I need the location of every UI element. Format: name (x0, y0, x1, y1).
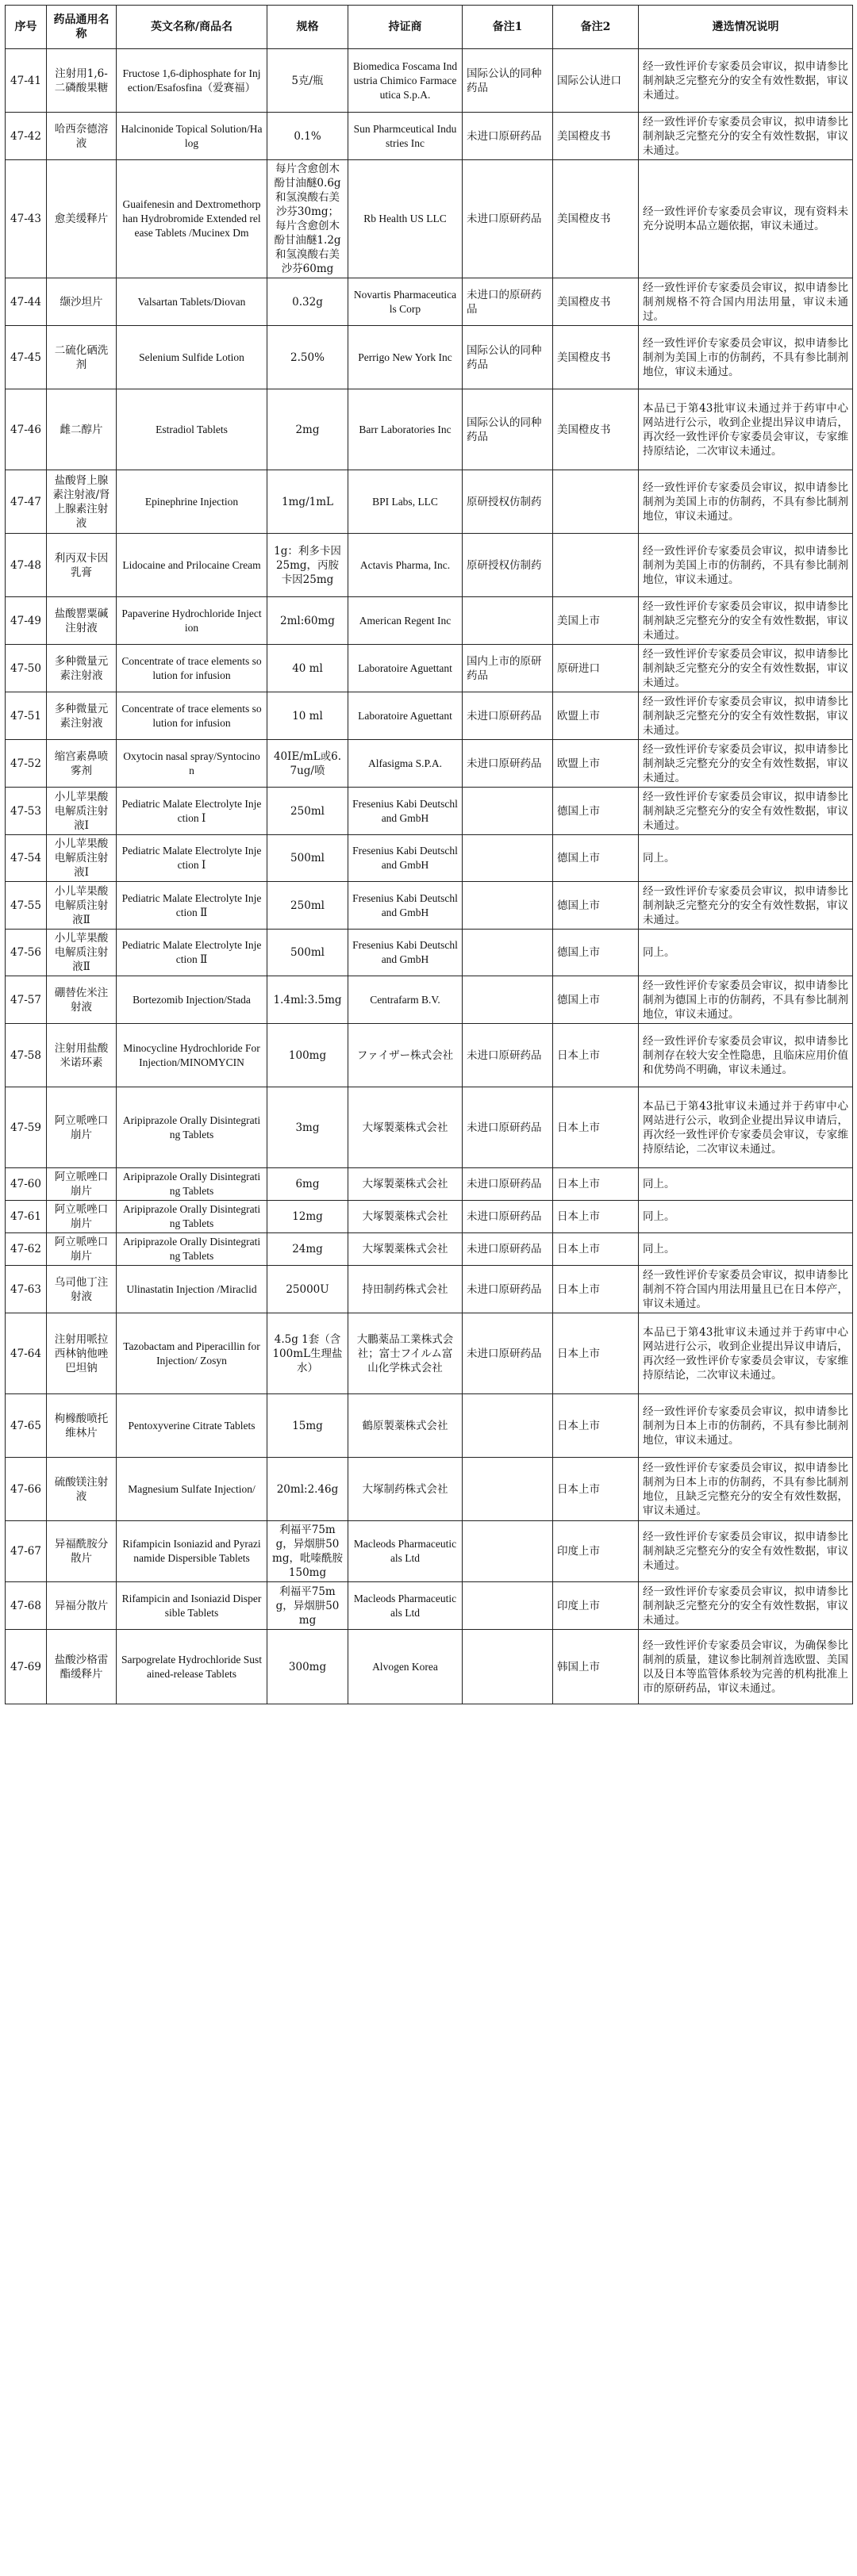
header-cn-name: 药品通用名称 (47, 6, 117, 49)
cell-remark1: 国际公认的同种药品 (463, 326, 553, 389)
cell-remark2: 日本上市 (553, 1168, 639, 1201)
cell-holder: Barr Laboratories Inc (348, 389, 463, 470)
cell-no: 47-55 (6, 882, 47, 930)
cell-remark2: 日本上市 (553, 1201, 639, 1233)
cell-result: 经一致性评价专家委员会审议，拟申请参比制剂为美国上市的仿制药，不具有参比制剂地位，审议未通过。 (639, 326, 853, 389)
cell-remark1: 未进口原研药品 (463, 160, 553, 278)
cell-remark2: 美国橙皮书 (553, 278, 639, 326)
cell-no: 47-45 (6, 326, 47, 389)
cell-cn-name: 硼替佐米注射液 (47, 976, 117, 1024)
cell-cn-name: 注射用哌拉西林钠他唑巴坦钠 (47, 1313, 117, 1394)
selection-results-table (5, 5, 853, 1704)
cell-remark1: 未进口原研药品 (463, 1087, 553, 1168)
cell-remark2: 日本上市 (553, 1087, 639, 1168)
cell-spec: 300mg (267, 1630, 348, 1704)
cell-result: 经一致性评价专家委员会审议，拟申请参比制剂缺乏完整充分的安全有效性数据，审议未通过。 (639, 645, 853, 692)
cell-no: 47-52 (6, 740, 47, 788)
cell-en-name: Pediatric Malate Electrolyte Injection Ⅰ (117, 788, 267, 835)
cell-spec: 1g：利多卡因25mg，丙胺卡因25mg (267, 534, 348, 597)
cell-remark1: 未进口的原研药品 (463, 278, 553, 326)
cell-en-name: Ulinastatin Injection /Miraclid (117, 1266, 267, 1313)
cell-cn-name: 哈西奈德溶液 (47, 113, 117, 160)
cell-remark2: 日本上市 (553, 1313, 639, 1394)
cell-spec: 4.5g 1套（含100mL生理盐水） (267, 1313, 348, 1394)
cell-remark2: 德国上市 (553, 976, 639, 1024)
cell-result: 本品已于第43批审议未通过并于药审中心网站进行公示，收到企业提出异议申请后，再次经一致性评价专家委员会审议，专家维持原结论，二次审议未通过。 (639, 1313, 853, 1394)
cell-no: 47-69 (6, 1630, 47, 1704)
header-remark2: 备注2 (553, 6, 639, 49)
cell-holder: Alfasigma S.P.A. (348, 740, 463, 788)
cell-holder: Fresenius Kabi Deutschland GmbH (348, 788, 463, 835)
cell-cn-name: 阿立哌唑口崩片 (47, 1087, 117, 1168)
cell-cn-name: 缩宫素鼻喷雾剂 (47, 740, 117, 788)
cell-result: 经一致性评价专家委员会审议，拟申请参比制剂为美国上市的仿制药，不具有参比制剂地位，审议未通过。 (639, 534, 853, 597)
cell-en-name: Guaifenesin and Dextromethorphan Hydrobromide Extended release Tablets /Mucinex Dm (117, 160, 267, 278)
cell-remark1 (463, 930, 553, 976)
cell-no: 47-50 (6, 645, 47, 692)
cell-cn-name: 乌司他丁注射液 (47, 1266, 117, 1313)
cell-result: 同上。 (639, 1201, 853, 1233)
cell-result: 同上。 (639, 1168, 853, 1201)
cell-spec: 250ml (267, 788, 348, 835)
cell-result: 经一致性评价专家委员会审议，拟申请参比制剂不符合国内用法用量且已在日本停产，审议未通过。 (639, 1266, 853, 1313)
cell-result: 经一致性评价专家委员会审议，拟申请参比制剂缺乏完整充分的安全有效性数据，审议未通过。 (639, 692, 853, 740)
header-row (6, 6, 853, 49)
cell-result: 本品已于第43批审议未通过并于药审中心网站进行公示，收到企业提出异议申请后，再次经一致性评价专家委员会审议，专家维持原结论，二次审议未通过。 (639, 389, 853, 470)
table-row (6, 1630, 853, 1704)
table-row (6, 49, 853, 113)
cell-result: 经一致性评价专家委员会审议，为确保参比制剂的质量，建议参比制剂首选欧盟、美国以及日本等监管体系较为完善的机构批准上市的原研药品，审议未通过。 (639, 1630, 853, 1704)
header-holder: 持证商 (348, 6, 463, 49)
cell-en-name: Pentoxyverine Citrate Tablets (117, 1394, 267, 1458)
cell-spec: 40IE/mL或6.7ug/喷 (267, 740, 348, 788)
cell-cn-name: 小儿苹果酸电解质注射液Ⅰ (47, 788, 117, 835)
cell-holder: Fresenius Kabi Deutschland GmbH (348, 930, 463, 976)
cell-cn-name: 愈美缓释片 (47, 160, 117, 278)
cell-holder: Rb Health US LLC (348, 160, 463, 278)
cell-remark2 (553, 470, 639, 534)
cell-remark2: 原研进口 (553, 645, 639, 692)
cell-spec: 每片含愈创木酚甘油醚0.6g和氢溴酸右美沙芬30mg；每片含愈创木酚甘油醚1.2g和氢溴酸右美沙芬60mg (267, 160, 348, 278)
cell-result: 经一致性评价专家委员会审议，现有资料未充分说明本品立题依据，审议未通过。 (639, 160, 853, 278)
cell-no: 47-49 (6, 597, 47, 645)
cell-spec: 2mg (267, 389, 348, 470)
cell-remark2: 日本上市 (553, 1233, 639, 1266)
cell-result: 经一致性评价专家委员会审议，拟申请参比制剂为德国上市的仿制药，不具有参比制剂地位，审议未通过。 (639, 976, 853, 1024)
cell-spec: 利福平75mg，异烟肼50mg (267, 1582, 348, 1630)
cell-remark1 (463, 1394, 553, 1458)
cell-result: 经一致性评价专家委员会审议，拟申请参比制剂为日本上市的仿制药，不具有参比制剂地位，且缺乏完整充分的安全有效性数据，审议未通过。 (639, 1458, 853, 1521)
cell-cn-name: 雌二醇片 (47, 389, 117, 470)
cell-spec: 40 ml (267, 645, 348, 692)
cell-remark2: 日本上市 (553, 1024, 639, 1087)
cell-spec: 12mg (267, 1201, 348, 1233)
cell-holder: Fresenius Kabi Deutschland GmbH (348, 835, 463, 882)
cell-remark1: 未进口原研药品 (463, 1168, 553, 1201)
cell-remark2: 德国上市 (553, 835, 639, 882)
table-row (6, 278, 853, 326)
cell-spec: 6mg (267, 1168, 348, 1201)
header-remark1: 备注1 (463, 6, 553, 49)
cell-en-name: Epinephrine Injection (117, 470, 267, 534)
cell-remark2: 日本上市 (553, 1266, 639, 1313)
cell-spec: 1.4ml:3.5mg (267, 976, 348, 1024)
cell-remark1: 未进口原研药品 (463, 1024, 553, 1087)
cell-spec: 10 ml (267, 692, 348, 740)
cell-cn-name: 小儿苹果酸电解质注射液Ⅱ (47, 882, 117, 930)
cell-en-name: Fructose 1,6-diphosphate for Injection/Esafosfina（爱赛福） (117, 49, 267, 113)
table-body (6, 49, 853, 1704)
cell-cn-name: 利丙双卡因乳膏 (47, 534, 117, 597)
cell-cn-name: 缬沙坦片 (47, 278, 117, 326)
cell-holder: Laboratoire Aguettant (348, 692, 463, 740)
cell-remark2: 欧盟上市 (553, 692, 639, 740)
cell-en-name: Rifampicin and Isoniazid Dispersible Tablets (117, 1582, 267, 1630)
header-en-name: 英文名称/商品名 (117, 6, 267, 49)
cell-remark2 (553, 534, 639, 597)
cell-en-name: Pediatric Malate Electrolyte Injection Ⅱ (117, 882, 267, 930)
table-row (6, 1266, 853, 1313)
cell-holder: Fresenius Kabi Deutschland GmbH (348, 882, 463, 930)
table-row (6, 470, 853, 534)
cell-remark2: 德国上市 (553, 930, 639, 976)
cell-en-name: Valsartan Tablets/Diovan (117, 278, 267, 326)
cell-en-name: Magnesium Sulfate Injection/ (117, 1458, 267, 1521)
cell-remark1 (463, 1521, 553, 1582)
cell-no: 47-68 (6, 1582, 47, 1630)
table-row (6, 882, 853, 930)
cell-remark1: 未进口原研药品 (463, 1233, 553, 1266)
cell-cn-name: 硫酸镁注射液 (47, 1458, 117, 1521)
cell-remark1: 未进口原研药品 (463, 1313, 553, 1394)
cell-holder: Centrafarm B.V. (348, 976, 463, 1024)
cell-remark1 (463, 597, 553, 645)
cell-result: 经一致性评价专家委员会审议，拟申请参比制剂缺乏完整充分的安全有效性数据，审议未通过。 (639, 1582, 853, 1630)
cell-spec: 2ml:60mg (267, 597, 348, 645)
cell-remark1 (463, 976, 553, 1024)
cell-holder: 大鵬薬品工業株式会社；富士フイルム富山化学株式会社 (348, 1313, 463, 1394)
cell-result: 经一致性评价专家委员会审议，拟申请参比制剂为美国上市的仿制药，不具有参比制剂地位，审议未通过。 (639, 470, 853, 534)
cell-spec: 0.32g (267, 278, 348, 326)
cell-remark1 (463, 1458, 553, 1521)
cell-result: 同上。 (639, 835, 853, 882)
cell-holder: Perrigo New York Inc (348, 326, 463, 389)
table-header (6, 6, 853, 49)
table-row (6, 1394, 853, 1458)
cell-remark1 (463, 1582, 553, 1630)
cell-result: 经一致性评价专家委员会审议，拟申请参比制剂缺乏完整充分的安全有效性数据，审议未通过。 (639, 788, 853, 835)
cell-en-name: Halcinonide Topical Solution/Halog (117, 113, 267, 160)
cell-spec: 5克/瓶 (267, 49, 348, 113)
cell-cn-name: 多种微量元素注射液 (47, 645, 117, 692)
cell-cn-name: 注射用盐酸米诺环素 (47, 1024, 117, 1087)
cell-en-name: Concentrate of trace elements solution for infusion (117, 692, 267, 740)
cell-no: 47-46 (6, 389, 47, 470)
cell-no: 47-65 (6, 1394, 47, 1458)
table-row (6, 113, 853, 160)
cell-no: 47-54 (6, 835, 47, 882)
table-row (6, 1582, 853, 1630)
cell-cn-name: 枸橼酸喷托维林片 (47, 1394, 117, 1458)
table-row (6, 645, 853, 692)
cell-holder: 大塚制药株式会社 (348, 1458, 463, 1521)
table-row (6, 740, 853, 788)
cell-no: 47-62 (6, 1233, 47, 1266)
cell-holder: 鶴原製薬株式会社 (348, 1394, 463, 1458)
cell-remark1: 未进口原研药品 (463, 1266, 553, 1313)
table-row (6, 389, 853, 470)
cell-holder: Biomedica Foscama Industria Chimico Farmaceutica S.p.A. (348, 49, 463, 113)
cell-remark1: 未进口原研药品 (463, 692, 553, 740)
cell-result: 经一致性评价专家委员会审议，拟申请参比制剂为日本上市的仿制药，不具有参比制剂地位，审议未通过。 (639, 1394, 853, 1458)
cell-holder: BPI Labs, LLC (348, 470, 463, 534)
cell-remark2: 美国上市 (553, 597, 639, 645)
cell-cn-name: 阿立哌唑口崩片 (47, 1201, 117, 1233)
cell-no: 47-42 (6, 113, 47, 160)
cell-cn-name: 盐酸肾上腺素注射液/肾上腺素注射液 (47, 470, 117, 534)
cell-spec: 3mg (267, 1087, 348, 1168)
cell-remark2: 国际公认进口 (553, 49, 639, 113)
cell-cn-name: 阿立哌唑口崩片 (47, 1168, 117, 1201)
cell-result: 经一致性评价专家委员会审议，拟申请参比制剂缺乏完整充分的安全有效性数据，审议未通过。 (639, 1521, 853, 1582)
cell-cn-name: 阿立哌唑口崩片 (47, 1233, 117, 1266)
cell-remark1: 国际公认的同种药品 (463, 49, 553, 113)
cell-en-name: Aripiprazole Orally Disintegrating Tablets (117, 1201, 267, 1233)
table-row (6, 788, 853, 835)
cell-result: 经一致性评价专家委员会审议，拟申请参比制剂缺乏完整充分的安全有效性数据，审议未通过。 (639, 113, 853, 160)
cell-remark1: 原研授权仿制药 (463, 534, 553, 597)
cell-remark2: 德国上市 (553, 788, 639, 835)
cell-spec: 2.50% (267, 326, 348, 389)
cell-en-name: Estradiol Tablets (117, 389, 267, 470)
cell-holder: Actavis Pharma, Inc. (348, 534, 463, 597)
cell-holder: 大塚製薬株式会社 (348, 1233, 463, 1266)
cell-remark1: 未进口原研药品 (463, 1201, 553, 1233)
cell-spec: 20ml:2.46g (267, 1458, 348, 1521)
cell-result: 同上。 (639, 930, 853, 976)
cell-no: 47-64 (6, 1313, 47, 1394)
cell-holder: American Regent Inc (348, 597, 463, 645)
cell-remark2: 美国橙皮书 (553, 113, 639, 160)
table-row (6, 1024, 853, 1087)
cell-remark1: 原研授权仿制药 (463, 470, 553, 534)
cell-no: 47-41 (6, 49, 47, 113)
cell-spec: 1mg/1mL (267, 470, 348, 534)
cell-en-name: Aripiprazole Orally Disintegrating Tablets (117, 1233, 267, 1266)
cell-remark1 (463, 835, 553, 882)
cell-en-name: Concentrate of trace elements solution for infusion (117, 645, 267, 692)
cell-cn-name: 注射用1,6-二磷酸果糖 (47, 49, 117, 113)
header-spec: 规格 (267, 6, 348, 49)
table-row (6, 692, 853, 740)
cell-cn-name: 盐酸罂粟碱注射液 (47, 597, 117, 645)
cell-spec: 25000U (267, 1266, 348, 1313)
cell-en-name: Papaverine Hydrochloride Injection (117, 597, 267, 645)
cell-no: 47-53 (6, 788, 47, 835)
cell-remark2: 美国橙皮书 (553, 160, 639, 278)
cell-cn-name: 盐酸沙格雷酯缓释片 (47, 1630, 117, 1704)
cell-no: 47-57 (6, 976, 47, 1024)
header-result: 遴选情况说明 (639, 6, 853, 49)
cell-remark2: 欧盟上市 (553, 740, 639, 788)
cell-no: 47-44 (6, 278, 47, 326)
table-row (6, 1458, 853, 1521)
cell-holder: 持田制药株式会社 (348, 1266, 463, 1313)
cell-cn-name: 小儿苹果酸电解质注射液Ⅰ (47, 835, 117, 882)
cell-result: 经一致性评价专家委员会审议，拟申请参比制剂规格不符合国内用法用量，审议未通过。 (639, 278, 853, 326)
table-row (6, 534, 853, 597)
cell-holder: Macleods Pharmaceuticals Ltd (348, 1521, 463, 1582)
cell-spec: 15mg (267, 1394, 348, 1458)
cell-remark2: 日本上市 (553, 1458, 639, 1521)
cell-cn-name: 小儿苹果酸电解质注射液Ⅱ (47, 930, 117, 976)
cell-spec: 24mg (267, 1233, 348, 1266)
cell-remark2: 印度上市 (553, 1521, 639, 1582)
cell-spec: 500ml (267, 930, 348, 976)
cell-result: 经一致性评价专家委员会审议，拟申请参比制剂缺乏完整充分的安全有效性数据，审议未通过。 (639, 882, 853, 930)
cell-no: 47-63 (6, 1266, 47, 1313)
cell-spec: 利福平75mg，异烟肼50mg，吡嗪酰胺150mg (267, 1521, 348, 1582)
table-row (6, 597, 853, 645)
table-row (6, 1233, 853, 1266)
cell-remark2: 德国上市 (553, 882, 639, 930)
cell-cn-name: 异福分散片 (47, 1582, 117, 1630)
table-row (6, 1313, 853, 1394)
cell-holder: Sun Pharmceutical Industries Inc (348, 113, 463, 160)
cell-en-name: Oxytocin nasal spray/Syntocinon (117, 740, 267, 788)
table-row (6, 976, 853, 1024)
cell-en-name: Selenium Sulfide Lotion (117, 326, 267, 389)
cell-no: 47-59 (6, 1087, 47, 1168)
table-row (6, 1168, 853, 1201)
cell-holder: 大塚製薬株式会社 (348, 1201, 463, 1233)
cell-result: 本品已于第43批审议未通过并于药审中心网站进行公示，收到企业提出异议申请后，再次经一致性评价专家委员会审议，专家维持原结论，二次审议未通过。 (639, 1087, 853, 1168)
cell-holder: Alvogen Korea (348, 1630, 463, 1704)
cell-holder: Novartis Pharmaceuticals Corp (348, 278, 463, 326)
cell-result: 经一致性评价专家委员会审议，拟申请参比制剂缺乏完整充分的安全有效性数据，审议未通过。 (639, 597, 853, 645)
cell-remark1: 国内上市的原研药品 (463, 645, 553, 692)
cell-holder: Laboratoire Aguettant (348, 645, 463, 692)
cell-result: 同上。 (639, 1233, 853, 1266)
table-row (6, 930, 853, 976)
cell-no: 47-61 (6, 1201, 47, 1233)
table-row (6, 326, 853, 389)
cell-remark1 (463, 882, 553, 930)
cell-en-name: Pediatric Malate Electrolyte Injection Ⅱ (117, 930, 267, 976)
cell-holder: Macleods Pharmaceuticals Ltd (348, 1582, 463, 1630)
cell-no: 47-47 (6, 470, 47, 534)
cell-en-name: Rifampicin Isoniazid and Pyrazinamide Dispersible Tablets (117, 1521, 267, 1582)
cell-remark2: 韩国上市 (553, 1630, 639, 1704)
cell-remark1 (463, 788, 553, 835)
cell-remark2: 日本上市 (553, 1394, 639, 1458)
cell-no: 47-56 (6, 930, 47, 976)
cell-spec: 100mg (267, 1024, 348, 1087)
cell-en-name: Aripiprazole Orally Disintegrating Tablets (117, 1087, 267, 1168)
cell-cn-name: 多种微量元素注射液 (47, 692, 117, 740)
cell-result: 经一致性评价专家委员会审议，拟申请参比制剂缺乏完整充分的安全有效性数据，审议未通过。 (639, 49, 853, 113)
table-row (6, 835, 853, 882)
cell-no: 47-66 (6, 1458, 47, 1521)
cell-en-name: Lidocaine and Prilocaine Cream (117, 534, 267, 597)
cell-en-name: Aripiprazole Orally Disintegrating Tablets (117, 1168, 267, 1201)
cell-result: 经一致性评价专家委员会审议，拟申请参比制剂存在较大安全性隐患，且临床应用价值和优势尚不明确，审议未通过。 (639, 1024, 853, 1087)
cell-en-name: Sarpogrelate Hydrochloride Sustained-release Tablets (117, 1630, 267, 1704)
cell-result: 经一致性评价专家委员会审议，拟申请参比制剂缺乏完整充分的安全有效性数据，审议未通过。 (639, 740, 853, 788)
table-row (6, 1087, 853, 1168)
table-row (6, 1521, 853, 1582)
cell-remark1 (463, 1630, 553, 1704)
cell-remark2: 印度上市 (553, 1582, 639, 1630)
cell-no: 47-48 (6, 534, 47, 597)
cell-spec: 250ml (267, 882, 348, 930)
cell-cn-name: 异福酰胺分散片 (47, 1521, 117, 1582)
cell-holder: 大塚製薬株式会社 (348, 1087, 463, 1168)
table-row (6, 160, 853, 278)
table-row (6, 1201, 853, 1233)
cell-spec: 500ml (267, 835, 348, 882)
cell-no: 47-51 (6, 692, 47, 740)
cell-holder: ファイザー株式会社 (348, 1024, 463, 1087)
cell-en-name: Pediatric Malate Electrolyte Injection Ⅰ (117, 835, 267, 882)
cell-remark2: 美国橙皮书 (553, 389, 639, 470)
cell-en-name: Tazobactam and Piperacillin for Injection/ Zosyn (117, 1313, 267, 1394)
cell-cn-name: 二硫化硒洗剂 (47, 326, 117, 389)
cell-no: 47-58 (6, 1024, 47, 1087)
cell-remark1: 国际公认的同种药品 (463, 389, 553, 470)
cell-remark1: 未进口原研药品 (463, 740, 553, 788)
cell-remark1: 未进口原研药品 (463, 113, 553, 160)
cell-spec: 0.1% (267, 113, 348, 160)
cell-no: 47-60 (6, 1168, 47, 1201)
header-no: 序号 (6, 6, 47, 49)
cell-no: 47-43 (6, 160, 47, 278)
cell-en-name: Bortezomib Injection/Stada (117, 976, 267, 1024)
cell-remark2: 美国橙皮书 (553, 326, 639, 389)
cell-holder: 大塚製薬株式会社 (348, 1168, 463, 1201)
cell-no: 47-67 (6, 1521, 47, 1582)
cell-en-name: Minocycline Hydrochloride For Injection/MINOMYCIN (117, 1024, 267, 1087)
